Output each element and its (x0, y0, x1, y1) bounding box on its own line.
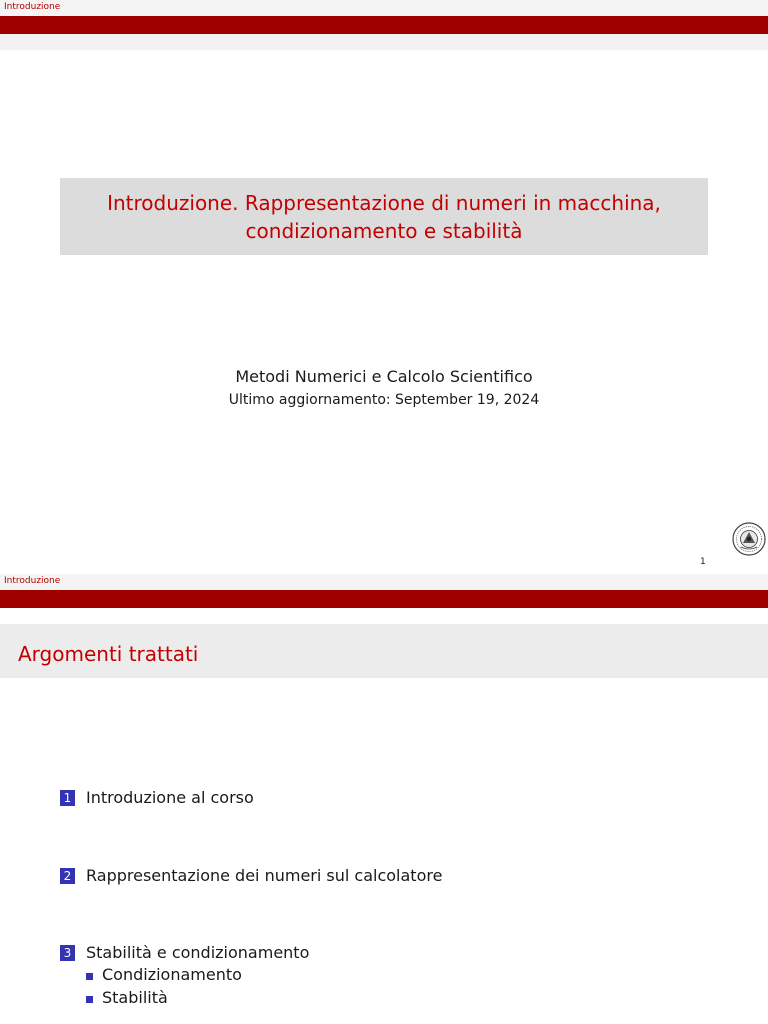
slide-outline (0, 574, 768, 1024)
toc-item[interactable] (60, 788, 254, 807)
toc-subitem[interactable] (86, 988, 168, 1007)
toc-number: 1 (60, 790, 75, 806)
university-seal-icon (732, 522, 766, 556)
title-line-2: condizionamento e stabilità (245, 218, 523, 243)
course-name: Metodi Numerici e Calcolo Scientifico (235, 367, 533, 386)
section-link[interactable]: Introduzione (4, 576, 61, 586)
toc-number: 2 (60, 868, 75, 884)
headline-bar (0, 574, 768, 590)
square-bullet-icon (86, 973, 93, 980)
toc-subitem[interactable] (86, 965, 242, 984)
toc-number: 3 (60, 945, 75, 961)
toc-subitem-label: Condizionamento (102, 965, 242, 984)
page-number: 1 (700, 557, 706, 567)
toc-subitem-label: Stabilità (102, 988, 168, 1007)
title-box (60, 178, 708, 255)
toc-label: Introduzione al corso (86, 788, 254, 807)
toc-item[interactable] (60, 866, 442, 885)
subtitle-block (0, 365, 768, 411)
header-red-bar (0, 590, 768, 608)
toc-label: Rappresentazione dei numeri sul calcolatore (86, 866, 443, 885)
toc-label: Stabilità e condizionamento (86, 943, 310, 962)
toc-item[interactable] (60, 943, 309, 962)
square-bullet-icon (86, 996, 93, 1003)
title-line-1: Introduzione. Rappresentazione di numeri in macchina, (107, 190, 661, 215)
header-red-bar (0, 16, 768, 34)
frame-title: Argomenti trattati (18, 642, 199, 666)
headline-bar (0, 0, 768, 16)
header-grey-bar (0, 34, 768, 50)
presentation-title (107, 189, 661, 245)
last-updated: Ultimo aggiornamento: September 19, 2024 (228, 392, 540, 408)
section-link[interactable]: Introduzione (4, 2, 61, 12)
